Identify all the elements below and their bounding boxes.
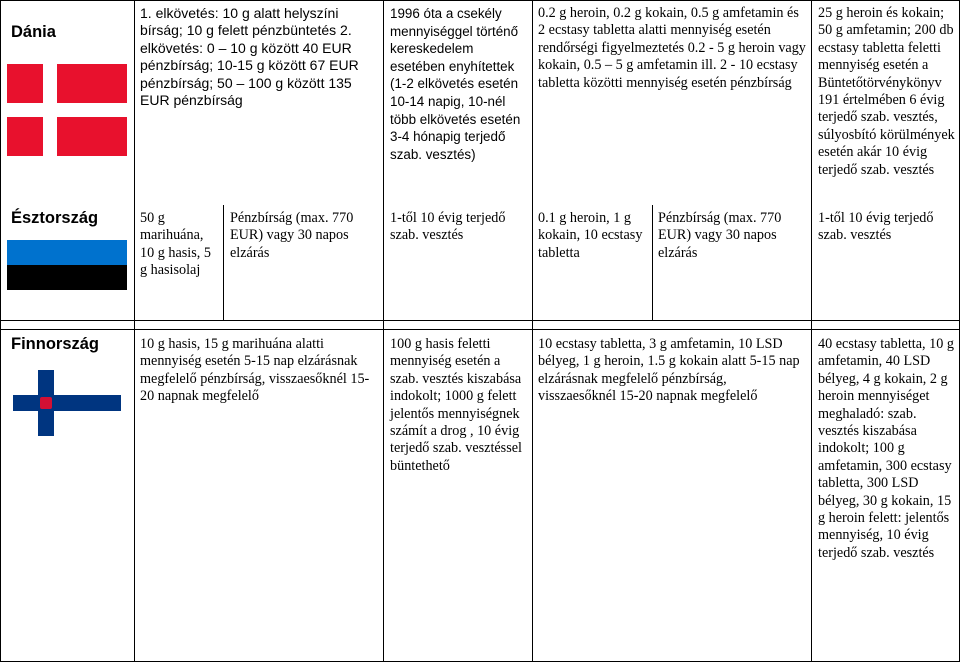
country-name: Észtország: [11, 209, 99, 227]
finland-soft-minor: 10 g hasis, 15 g marihuána alatti mennyiség esetén 5-15 nap elzárásnak megfelelő pénzbírság, visszaesőknél 15-20 napnak megfelelő: [140, 336, 370, 405]
country-name: Finnország: [11, 335, 100, 353]
finland-hard-major: 40 ecstasy tabletta, 10 g amfetamin, 40 LSD bélyeg, 4 g kokain, 2 g heroin mennyiséget meghaladó: szab. vesztés kiszabása indokolt; 100 g amfetamin, 300 ecstasy tabletta, 300 LSD bélyeg, 30 g kokain, 15 g heroin felett: jelentős mennyiség, 10 évig terjedő szab. vesztés: [818, 336, 954, 561]
denmark-hard-drug-minor: 0.2 g heroin, 0.2 g kokain, 0.5 g amfetamin és 2 ecstasy tabletta alatti mennyiség esetén rendőrségi figyelmeztetés 0.2 - 5 g heroin vagy kokain, 0.5 – 5 g amfetamin ill. 2 - 10 ecstasy tabletta közötti mennyiség esetén pénzbírság: [538, 5, 806, 91]
estonia-trade-penalty: 1-től 10 évig terjedő szab. vesztés: [390, 210, 506, 244]
estonia-major-penalty: 1-től 10 évig terjedő szab. vesztés: [818, 210, 934, 244]
danish-flag: [7, 64, 127, 156]
finland-soft-major: 100 g hasis feletti mennyiség esetén a szab. vesztés kiszabása indokolt; 1000 g felett jelentős mennyiségnek számít a drog , 10 évig terjedő szab. vesztéssel büntethető: [390, 336, 522, 474]
denmark-trade-penalty: 1996 óta a csekély mennyiséggel történő kereskedelem esetében enyhítettek (1-2 elkövetés esetén 10-14 napig, 10-nél több elkövetés esetén 3-4 hónapig terjedő szab. vesztés): [390, 6, 521, 162]
column-divider: [652, 205, 653, 320]
denmark-hard-drug-major: 25 g heroin és kokain; 50 g amfetamin; 200 db ecstasy tabletta feletti mennyiség esetén a Büntetőtörvénykönyv 191 értelmében 6 évig terjedő szab. vesztés, súlyosbító körülmények esetén akár 10 évig terjedő szab. vesztés: [818, 5, 955, 178]
column-divider: [223, 205, 224, 320]
estonian-flag: [7, 240, 127, 315]
column-divider: [383, 0, 384, 662]
denmark-minor-offense: 1. elkövetés: 10 g alatt helyszíni bírság; 10 g felett pénzbüntetés 2. elkövetés: 0 – 10 g között 40 EUR pénzbírság; 10-15 g között 67 EUR pénzbírság; 50 – 100 g között 135 EUR pénzbírság: [140, 5, 359, 109]
estonia-soft-penalty: Pénzbírság (max. 770 EUR) vagy 30 napos elzárás: [230, 210, 354, 261]
row-divider: [0, 320, 960, 321]
estonia-soft-threshold: 50 g marihuána, 10 g hasis, 5 g hasisolaj: [140, 210, 211, 279]
estonia-hard-threshold: 0.1 g heroin, 1 g kokain, 10 ecstasy tabletta: [538, 210, 643, 261]
table-top-border: [0, 0, 960, 1]
estonia-hard-penalty: Pénzbírság (max. 770 EUR) vagy 30 napos elzárás: [658, 210, 782, 261]
column-divider: [811, 0, 812, 662]
column-divider: [134, 0, 135, 662]
column-divider: [0, 0, 1, 662]
finland-hard-minor: 10 ecstasy tabletta, 3 g amfetamin, 10 LSD bélyeg, 1 g heroin, 1.5 g kokain alatt 5-15 nap elzárásnak megfelelő pénzbírság, visszaesőknél 15-20 napnak megfelelő: [538, 336, 800, 405]
country-name: Dánia: [11, 23, 56, 41]
finnish-flag: [13, 370, 121, 436]
row-divider: [0, 329, 960, 330]
column-divider: [532, 0, 533, 662]
